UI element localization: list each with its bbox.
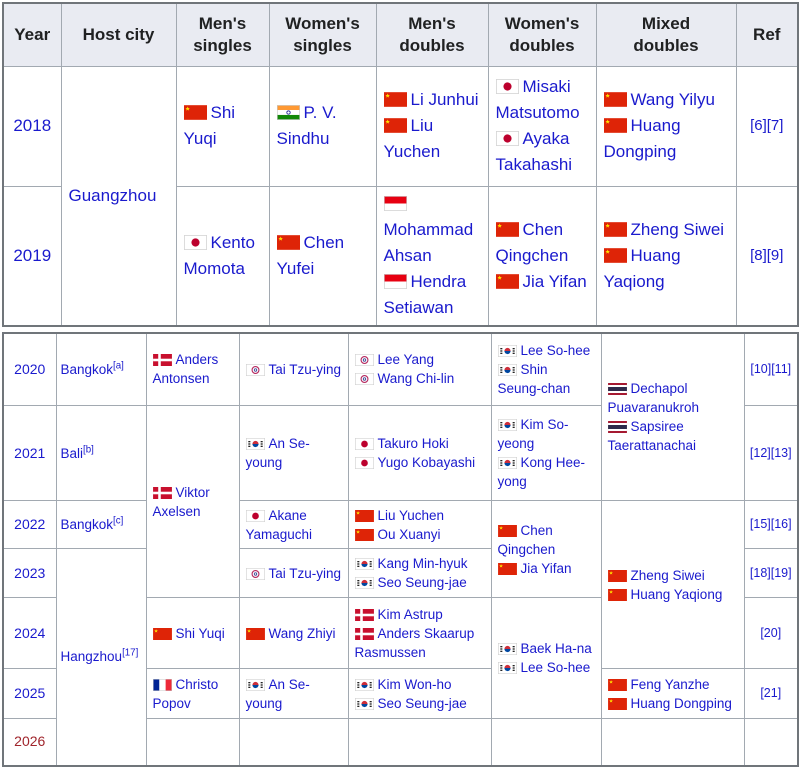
flag-chn-icon <box>496 272 523 291</box>
table-row-2020 <box>3 333 798 406</box>
mens-doubles-cell-2026 <box>348 719 491 766</box>
player-link[interactable]: Jia Yifan <box>520 560 572 576</box>
player-entry <box>153 350 233 388</box>
player-link[interactable]: Huang Dongping <box>630 695 732 711</box>
flag-chn-icon <box>604 116 631 135</box>
player-link[interactable]: Lee Yang <box>377 352 435 368</box>
year-cell-2019 <box>3 186 61 326</box>
flag-tpe-icon <box>246 566 269 581</box>
player-entry <box>608 675 738 694</box>
year-cell-2025 <box>3 669 56 719</box>
mens-doubles-cell-2025 <box>348 669 491 719</box>
flag-kor-icon <box>355 556 378 571</box>
ref-cell-2018 <box>736 66 798 186</box>
player-entry <box>604 113 729 165</box>
col-header-mens-singles: Men's singles <box>176 3 269 66</box>
flag-chn-icon <box>384 116 411 135</box>
year-2023-link[interactable]: 2023 <box>14 564 46 581</box>
year-cell-2023 <box>3 549 56 598</box>
mens-singles-cell-2024 <box>146 598 239 669</box>
womens-doubles-cell-2018 <box>488 66 596 186</box>
player-link[interactable]: Mohammad Ahsan <box>383 219 474 265</box>
player-entry <box>384 87 481 113</box>
player-link[interactable]: Jia Yifan <box>522 271 587 291</box>
year-cell-2024 <box>3 598 56 669</box>
player-entry <box>355 694 485 713</box>
col-header-womens-singles: Women's singles <box>269 3 376 66</box>
player-link[interactable]: Baek Ha-na <box>520 641 592 656</box>
mixed-doubles-cell-2022-2024 <box>601 501 744 669</box>
footnote-b-link[interactable]: [b] <box>83 444 94 455</box>
year-2024-link[interactable]: 2024 <box>14 624 46 641</box>
player-link[interactable]: Seo Seung-jae <box>377 575 467 590</box>
mens-doubles-cell-2024 <box>348 598 491 669</box>
flag-chn-icon <box>608 677 631 692</box>
ref-cell-2025 <box>744 669 798 719</box>
womens-doubles-cell-2024-2025 <box>491 598 601 719</box>
year-2021-link[interactable]: 2021 <box>14 444 46 461</box>
womens-singles-cell-2020 <box>239 333 348 406</box>
year-cell-2020 <box>3 333 56 406</box>
year-2019-link[interactable]: 2019 <box>13 245 52 265</box>
player-entry <box>246 360 342 379</box>
player-link[interactable]: Chen Qingchen <box>495 219 569 265</box>
womens-singles-cell-2025 <box>239 669 348 719</box>
player-link[interactable]: Dechapol Puavaranukroh <box>607 380 700 415</box>
flag-chn-icon <box>496 220 523 239</box>
player-link[interactable]: Kim So-yeong <box>497 417 569 451</box>
player-link[interactable]: Misaki Matsutomo <box>495 77 580 122</box>
year-2020-link[interactable]: 2020 <box>14 360 46 377</box>
player-entry <box>498 521 595 559</box>
player-entry <box>246 675 342 713</box>
flag-den-icon <box>153 485 176 500</box>
flag-kor-icon <box>355 696 378 711</box>
flag-chn-icon <box>355 508 378 523</box>
player-link[interactable]: An Se-young <box>245 436 310 470</box>
player-link[interactable]: Huang Yaqiong <box>603 245 681 291</box>
flag-kor-icon <box>246 677 269 692</box>
year-cell-2022 <box>3 501 56 549</box>
flag-tha-icon <box>608 419 631 434</box>
flag-chn-icon <box>153 626 176 641</box>
player-link[interactable]: Kim Won-ho <box>377 676 452 692</box>
ref-cell-2020 <box>744 333 798 406</box>
flag-den-icon <box>355 607 378 622</box>
player-link[interactable]: Ou Xuanyi <box>377 526 441 542</box>
ref-links[interactable]: [21] <box>760 686 782 700</box>
header-row <box>3 3 798 66</box>
player-link[interactable]: Takuro Hoki <box>377 436 449 451</box>
player-link[interactable]: Wang Yilyu <box>630 90 715 109</box>
womens-singles-cell-2019 <box>269 186 376 326</box>
ref-links[interactable]: [18][19] <box>749 565 792 580</box>
mixed-doubles-cell-2026 <box>601 719 744 766</box>
player-link[interactable]: Li Junhui <box>410 90 479 109</box>
host-hangzhou-link[interactable]: Hangzhou <box>60 649 123 665</box>
player-entry <box>277 100 369 152</box>
player-entry <box>498 415 595 453</box>
host-guangzhou-link[interactable]: Guangzhou <box>68 185 157 205</box>
womens-singles-cell-2024 <box>239 598 348 669</box>
flag-kor-icon <box>498 641 521 656</box>
flag-kor-icon <box>498 660 521 675</box>
player-link[interactable]: Lee So-hee <box>520 660 591 675</box>
player-entry <box>608 417 738 455</box>
player-entry <box>153 624 233 643</box>
ref-links[interactable]: [6][7] <box>750 117 784 134</box>
flag-ina-icon <box>384 194 411 213</box>
flag-chn-icon <box>384 90 411 109</box>
player-entry <box>608 694 738 713</box>
flag-den-icon <box>355 626 378 641</box>
flag-jpn-icon <box>496 129 523 148</box>
player-entry <box>604 87 729 113</box>
player-link[interactable]: Shi Yuqi <box>183 103 236 148</box>
mens-doubles-cell-2018 <box>376 66 488 186</box>
player-link[interactable]: Liu Yuchen <box>377 507 445 523</box>
player-entry <box>355 624 485 662</box>
flag-jpn-icon <box>184 233 211 252</box>
player-link[interactable]: Huang Dongping <box>603 116 681 161</box>
player-link[interactable]: Zheng Siwei <box>630 219 725 239</box>
year-cell-2026 <box>3 719 56 766</box>
player-link[interactable]: Kim Astrup <box>377 606 443 622</box>
player-entry <box>608 379 738 417</box>
player-entry <box>246 564 342 583</box>
ref-cell-2026 <box>744 719 798 766</box>
col-header-ref: Ref <box>736 3 798 66</box>
ref-cell-2022 <box>744 501 798 549</box>
mens-doubles-cell-2019 <box>376 186 488 326</box>
player-entry <box>355 525 485 544</box>
womens-singles-cell-2021 <box>239 406 348 501</box>
womens-doubles-cell-2020 <box>491 333 601 406</box>
player-entry <box>498 453 595 491</box>
ref-cell-2019 <box>736 186 798 326</box>
col-header-host-city: Host city <box>61 3 176 66</box>
col-header-year: Year <box>3 3 61 66</box>
host-bangkok-link[interactable]: Bangkok <box>60 517 114 532</box>
ref-cell-2023 <box>744 549 798 598</box>
player-link[interactable]: Chen Yufei <box>276 232 345 278</box>
player-entry <box>153 675 233 713</box>
player-link[interactable]: Wang Zhiyi <box>268 625 336 641</box>
mens-singles-cell-2018 <box>176 66 269 186</box>
ref-cell-2021 <box>744 406 798 501</box>
player-entry <box>355 350 485 369</box>
womens-doubles-cell-2019 <box>488 186 596 326</box>
player-entry <box>498 658 595 677</box>
mens-doubles-cell-2021 <box>348 406 491 501</box>
player-entry <box>498 559 595 578</box>
player-entry <box>277 230 369 282</box>
flag-kor-icon <box>246 436 269 451</box>
host-bangkok-link[interactable]: Bangkok <box>60 361 114 377</box>
womens-singles-cell-2022 <box>239 501 348 549</box>
player-link[interactable]: Lee So-hee <box>520 342 591 358</box>
player-link[interactable]: Yugo Kobayashi <box>377 455 476 470</box>
flag-tpe-icon <box>246 362 269 377</box>
player-entry <box>355 453 485 472</box>
table-row-2022 <box>3 501 798 549</box>
flag-chn-icon <box>498 523 521 538</box>
mens-singles-cell-2026 <box>146 719 239 766</box>
mens-singles-cell-2021-2023 <box>146 406 239 598</box>
flag-kor-icon <box>355 677 378 692</box>
flag-kor-icon <box>355 575 378 590</box>
player-entry <box>355 605 485 624</box>
player-entry <box>355 675 485 694</box>
flag-fra-icon <box>153 677 176 692</box>
player-link[interactable]: Chen Qingchen <box>497 522 556 557</box>
womens-singles-cell-2023 <box>239 549 348 598</box>
player-link[interactable]: Viktor Axelsen <box>152 484 210 519</box>
flag-tpe-icon <box>355 352 378 367</box>
player-link[interactable]: P. V. Sindhu <box>276 103 337 148</box>
player-entry <box>496 126 589 178</box>
flag-den-icon <box>153 352 176 367</box>
flag-tha-icon <box>608 381 631 396</box>
winners-table-2018-2019 <box>2 2 799 327</box>
flag-kor-icon <box>498 417 521 432</box>
player-link[interactable]: Kento Momota <box>183 232 255 278</box>
player-link[interactable]: Shi Yuqi <box>175 625 225 641</box>
player-link[interactable]: Hendra Setiawan <box>383 271 467 317</box>
player-link[interactable]: Christo Popov <box>152 676 219 711</box>
flag-chn-icon <box>604 220 631 239</box>
mixed-doubles-cell-2025 <box>601 669 744 719</box>
player-link[interactable]: Anders Antonsen <box>152 352 219 387</box>
year-2026-link[interactable]: 2026 <box>14 733 46 750</box>
flag-chn-icon <box>608 568 631 583</box>
col-header-mens-doubles: Men's doubles <box>376 3 488 66</box>
host-cell-bangkok-2020 <box>56 333 146 406</box>
flag-chn-icon <box>608 587 631 602</box>
mixed-doubles-cell-2018 <box>596 66 736 186</box>
player-entry <box>355 573 485 592</box>
host-cell-guangzhou <box>61 66 176 326</box>
mens-singles-cell-2020 <box>146 333 239 406</box>
player-entry <box>153 483 233 521</box>
year-2025-link[interactable]: 2025 <box>14 685 46 701</box>
year-2018-link[interactable]: 2018 <box>13 116 52 135</box>
flag-ina-icon <box>384 272 411 291</box>
year-cell-2018 <box>3 66 61 186</box>
womens-singles-cell-2026 <box>239 719 348 766</box>
player-link[interactable]: Liu Yuchen <box>383 116 441 161</box>
col-header-mixed-doubles: Mixed doubles <box>596 3 736 66</box>
flag-chn-icon <box>498 561 521 576</box>
flag-chn-icon <box>246 626 269 641</box>
player-entry <box>498 360 595 398</box>
footnote-a-link[interactable]: [a] <box>113 360 124 372</box>
player-entry <box>184 100 262 152</box>
player-entry <box>384 269 481 321</box>
col-header-womens-doubles: Women's doubles <box>488 3 596 66</box>
flag-ind-icon <box>277 103 304 122</box>
player-entry <box>604 243 729 295</box>
mixed-doubles-cell-2019 <box>596 186 736 326</box>
year-cell-2021 <box>3 406 56 501</box>
player-link[interactable]: Huang Yaqiong <box>630 586 723 602</box>
player-entry <box>184 230 262 282</box>
flag-kor-icon <box>498 362 521 377</box>
flag-chn-icon <box>184 103 211 122</box>
player-entry <box>355 506 485 525</box>
player-link[interactable]: Sapsiree Taerattanachai <box>607 418 697 453</box>
host-cell-hangzhou <box>56 549 146 766</box>
player-link[interactable]: Feng Yanzhe <box>630 676 710 692</box>
flag-chn-icon <box>604 90 631 109</box>
player-link[interactable]: Tai Tzu-ying <box>268 361 342 377</box>
host-cell-bali <box>56 406 146 501</box>
player-entry <box>498 341 595 360</box>
ref-cell-2024 <box>744 598 798 669</box>
ref-links[interactable]: [20] <box>760 625 782 640</box>
flag-kor-icon <box>498 455 521 470</box>
player-link[interactable]: Zheng Siwei <box>630 567 705 583</box>
womens-doubles-cell-2021 <box>491 406 601 501</box>
player-link[interactable]: Kong Hee-yong <box>497 455 586 489</box>
mens-doubles-cell-2023 <box>348 549 491 598</box>
flag-jpn-icon <box>496 77 523 96</box>
flag-jpn-icon <box>246 508 269 523</box>
player-link[interactable]: Akane Yamaguchi <box>245 507 313 542</box>
player-link[interactable]: Ayaka Takahashi <box>495 129 573 174</box>
footnote-c-link[interactable]: [c] <box>113 515 124 527</box>
player-link[interactable]: Kang Min-hyuk <box>377 556 468 571</box>
player-entry <box>246 506 342 544</box>
mens-singles-cell-2025 <box>146 669 239 719</box>
mixed-doubles-cell-2020-2021 <box>601 333 744 501</box>
mens-singles-cell-2019 <box>176 186 269 326</box>
mens-doubles-cell-2022 <box>348 501 491 549</box>
player-link[interactable]: Tai Tzu-ying <box>268 565 342 581</box>
ref-links[interactable]: [8][9] <box>750 246 784 264</box>
flag-chn-icon <box>604 246 631 265</box>
womens-doubles-cell-2026 <box>491 719 601 766</box>
flag-chn-icon <box>355 527 378 542</box>
player-link[interactable]: Anders Skaarup Rasmussen <box>354 625 475 660</box>
player-entry <box>608 585 738 604</box>
table-row-2018 <box>3 66 798 186</box>
footnote-17-link[interactable]: [17] <box>122 647 139 659</box>
player-entry <box>496 74 589 126</box>
player-entry <box>498 639 595 658</box>
player-link[interactable]: Shin Seung-chan <box>497 361 571 396</box>
womens-singles-cell-2018 <box>269 66 376 186</box>
player-entry <box>246 434 342 472</box>
player-link[interactable]: Seo Seung-jae <box>377 695 467 711</box>
host-bali-link[interactable]: Bali <box>60 445 84 461</box>
player-entry <box>604 217 729 243</box>
player-link[interactable]: An Se-young <box>245 676 310 711</box>
player-entry <box>246 624 342 643</box>
flag-chn-icon <box>277 233 304 252</box>
player-entry <box>355 554 485 573</box>
player-entry <box>355 369 485 388</box>
womens-doubles-cell-2022-2023 <box>491 501 601 598</box>
flag-jpn-icon <box>355 436 378 451</box>
player-entry <box>608 566 738 585</box>
ref-links[interactable]: [15][16] <box>749 517 792 531</box>
flag-jpn-icon <box>355 455 378 470</box>
mens-doubles-cell-2020 <box>348 333 491 406</box>
player-entry <box>496 269 589 295</box>
player-link[interactable]: Wang Chi-lin <box>377 371 455 387</box>
flag-chn-icon <box>608 696 631 711</box>
player-entry <box>355 434 485 453</box>
host-cell-bangkok-2022 <box>56 501 146 549</box>
player-entry <box>496 217 589 269</box>
player-entry <box>384 191 481 269</box>
winners-table-2020-2026 <box>2 332 799 767</box>
year-2022-link[interactable]: 2022 <box>14 516 46 532</box>
player-entry <box>384 113 481 165</box>
ref-links[interactable]: [12][13] <box>749 445 792 460</box>
flag-tpe-icon <box>355 371 378 386</box>
ref-links[interactable]: [10][11] <box>750 361 792 376</box>
flag-kor-icon <box>498 343 521 358</box>
